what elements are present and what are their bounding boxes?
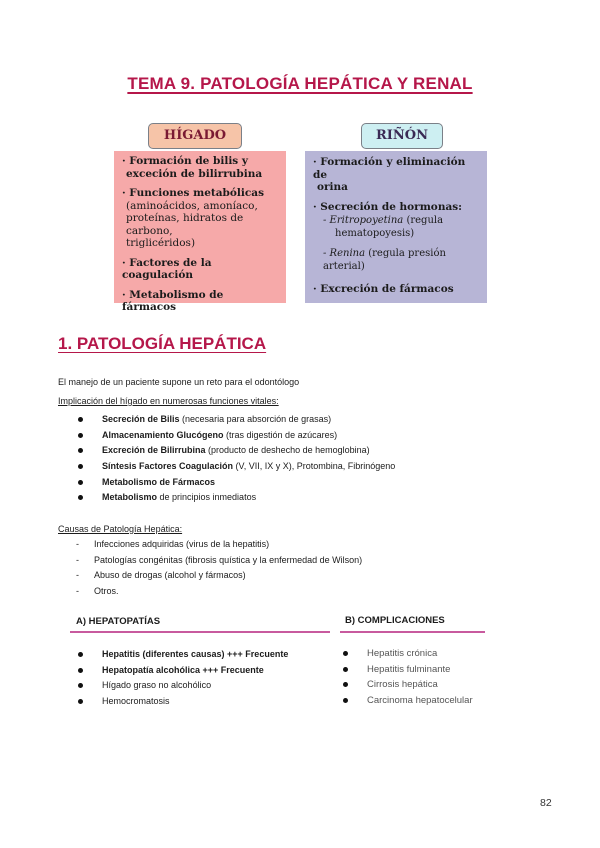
list-item: Metabolismo de Fármacos (78, 477, 395, 493)
list-item: - Abuso de drogas (alcohol y fármacos) (76, 570, 246, 580)
liver-item: · Metabolismo de fármacos (122, 288, 224, 313)
list-item: Hemocromatosis (78, 696, 288, 712)
liver-heading: HÍGADO (148, 123, 242, 149)
liver-functions-list (78, 414, 395, 508)
page-title: TEMA 9. PATOLOGÍA HEPÁTICA Y RENAL (127, 74, 473, 93)
bullet-icon (343, 667, 348, 672)
bullet-icon (78, 699, 83, 704)
kidney-subitem-renin: - Renina (regula presión arterial) (323, 248, 446, 272)
kidney-item: · Excreción de fármacos (313, 283, 454, 295)
implication-label: Implicación del hígado en numerosas funciones vitales: (58, 396, 279, 406)
intro-text: El manejo de un paciente supone un reto para el odontólogo (58, 377, 300, 387)
bullet-icon (78, 433, 83, 438)
list-item: Síntesis Factores Coagulación (V, VII, IX y X), Protombina, Fibrinógeno (78, 461, 395, 477)
section-heading: 1. PATOLOGÍA HEPÁTICA (58, 334, 267, 353)
divider (70, 631, 330, 633)
bullet-icon (343, 651, 348, 656)
causes-label: Causas de Patología Hepática: (58, 524, 183, 534)
bullet-icon (78, 448, 83, 453)
list-item: Carcinoma hepatocelular (343, 695, 473, 711)
list-item: - Infecciones adquiridas (virus de la hepatitis) (76, 539, 270, 549)
causes-list (76, 539, 362, 601)
list-item: - Otros. (76, 585, 119, 596)
list-item: Hepatitis (diferentes causas) +++ Frecuente (78, 649, 288, 665)
bullet-icon (78, 652, 83, 657)
kidney-subitem-epo: - Eritropoyetina (regula (323, 215, 444, 226)
kidney-item: · Secreción de hormonas: (313, 200, 463, 213)
liver-item: · Formación de bilis y exceción de bilirrubina (122, 155, 263, 180)
liver-functions-box (114, 151, 286, 313)
bullet-icon (78, 668, 83, 673)
bullet-icon (78, 495, 83, 500)
list-item: - Patologías congénitas (fibrosis quística y la enfermedad de Wilson) (76, 554, 363, 565)
list-item: Metabolismo de principios inmediatos (78, 492, 395, 508)
hepatopathies-heading: A) HEPATOPATÍAS (76, 616, 161, 627)
bullet-icon (343, 682, 348, 687)
complications-heading: B) COMPLICACIONES (345, 615, 445, 626)
bullet-icon (78, 683, 83, 688)
list-item: Cirrosis hepática (343, 679, 473, 695)
list-item: Excreción de Bilirrubina (producto de deshecho de hemoglobina) (78, 445, 395, 461)
list-item: Secreción de Bilis (necesaria para absorción de grasas) (78, 414, 395, 430)
list-item: Hepatitis fulminante (343, 664, 473, 680)
page-number: 82 (540, 797, 552, 809)
bullet-icon (78, 480, 83, 485)
liver-item: · Funciones metabólicas (aminoácidos, amoníaco, proteínas, hidratos de carbono, triglicéridos) (122, 187, 264, 249)
kidney-item: · Formación y eliminación de orina (313, 156, 466, 193)
list-item: Almacenamiento Glucógeno (tras digestión de azúcares) (78, 430, 395, 446)
hepatopathies-list (78, 649, 288, 712)
bullet-icon (78, 464, 83, 469)
bullet-icon (78, 417, 83, 422)
complications-list (343, 648, 473, 711)
liver-item: · Factores de la coagulación (122, 256, 212, 281)
divider (340, 631, 485, 633)
list-item: Hepatopatía alcohólica +++ Frecuente (78, 665, 288, 681)
kidney-functions-box: · Formación y eliminación de orina · Secreción de hormonas: - Eritropoyetina (regula hematopoyesis) - Renina (regula presión arterial) · Excreción de fármacos (305, 151, 487, 303)
bullet-icon (343, 698, 348, 703)
kidney-heading: RIÑÓN (361, 123, 443, 149)
list-item: Hepatitis crónica (343, 648, 473, 664)
list-item: Hígado graso no alcohólico (78, 680, 288, 696)
